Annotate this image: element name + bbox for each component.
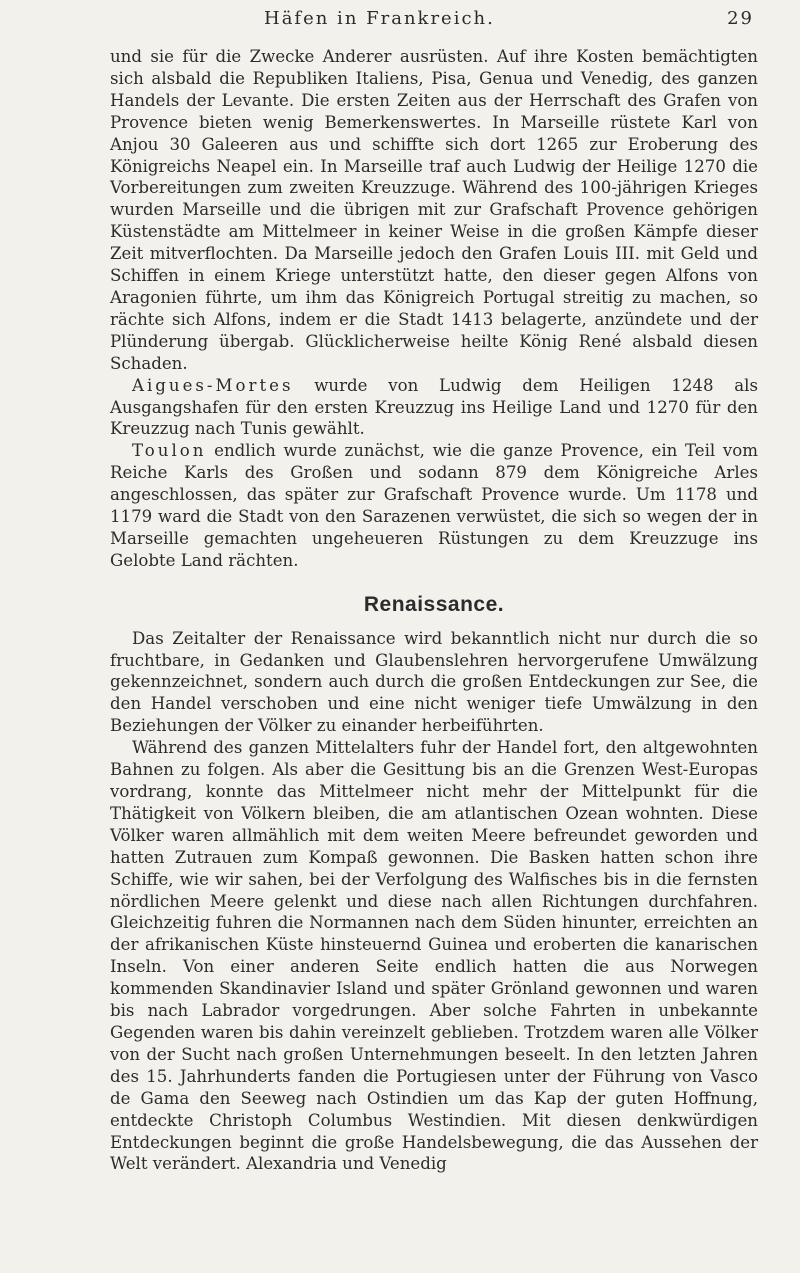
place-name-toulon: Toulon <box>132 441 207 461</box>
paragraph-renaissance-intro: Das Zeitalter der Renaissance wird bekanntlich nicht nur durch die so fruchtbare, in Gedanken und Glaubenslehren hervorgerufene Umwälzung gekennzeichnet, sondern auch durch die großen Entdeckungen zur See, die den Handel verschoben und eine nicht weniger tiefe Umwälzung in den Beziehungen der Völker zu einander herbeiführten. <box>110 628 758 736</box>
running-head <box>106 8 754 29</box>
paragraph-aigues-mortes <box>110 375 758 441</box>
running-title: Häfen in Frankreich. <box>264 8 495 29</box>
paragraph-toulon-text: endlich wurde zunächst, wie die ganze Provence, ein Teil vom Reiche Karls des Großen und sodann 879 dem Königreiche Arles angeschlossen, das später zur Grafschaft Provence wurde. Um 1178 und 1179 ward die Stadt von den Sarazenen verwüstet, die sich so wegen der in Marseille gemachten ungeheueren Rüstungen zu dem Kreuzzuge ins Gelobte Land rächten. <box>110 441 758 570</box>
paragraph-toulon <box>110 440 758 571</box>
section-heading-renaissance: Renaissance. <box>363 592 505 616</box>
page-number: 29 <box>727 8 754 29</box>
paragraph-aigues-mortes-text: wurde von Ludwig dem Heiligen 1248 als Ausgangshafen für den ersten Kreuzzug ins Heilige Land und 1270 für den Kreuzzug nach Tunis gewählt. <box>110 375 758 439</box>
paragraph-marseille: und sie für die Zwecke Anderer ausrüsten. Auf ihre Kosten bemächtigten sich alsbald die Republiken Italiens, Pisa, Genua und Venedig, des ganzen Handels der Levante. Die ersten Zeiten aus der Herrschaft des Grafen von Provence bieten wenig Bemerkenswertes. In Marseille rüstete Karl von Anjou 30 Galeeren aus und schiffte sich dort 1265 zur Eroberung des Königreichs Neapel ein. In Marseille traf auch Ludwig der Heilige 1270 die Vorbereitungen zum zweiten Kreuzzuge. Während des 100-jährigen Krieges wurden Marseille und die übrigen mit zur Grafschaft Provence gehörigen Küstenstädte am Mittelmeer in keiner Weise in die großen Kämpfe dieser Zeit mitverflochten. Da Marseille jedoch den Grafen Louis III. mit Geld und Schiffen in einem Kriege unterstützt hatte, den dieser gegen Alfons von Aragonien führte, um ihm das Königreich Portugal streitig zu machen, so rächte sich Alfons, indem er die Stadt 1413 belagerte, anzündete und der Plünderung übergab. Glücklicherweise heilte König René alsbald diesen Schaden. <box>110 47 758 373</box>
place-name-aigues-mortes: Aigues-Mortes <box>132 375 294 395</box>
body-text <box>110 46 758 1175</box>
paragraph-renaissance-trade: Während des ganzen Mittelalters fuhr der Handel fort, den altgewohnten Bahnen zu folgen. Als aber die Gesittung bis an die Grenzen West-Europas vordrang, konnte das Mittelmeer nicht mehr der Mittelpunkt für die Thätigkeit von Völkern bleiben, die am atlantischen Ozean wohnten. Diese Völker waren allmählich mit dem weiten Meere befreundet geworden und hatten Zutrauen zum Kompaß gewonnen. Die Basken hatten schon ihre Schiffe, wie wir sahen, bei der Verfolgung des Walfisches bis in die fernsten nördlichen Meere gelenkt und diese nach allen Richtungen durchfahren. Gleichzeitig fuhren die Normannen nach dem Süden hinunter, erreichten an der afrikanischen Küste hinsteuernd Guinea und eroberten die kanarischen Inseln. Von einer anderen Seite endlich hatten die aus Norwegen kommenden Skandinavier Island und später Grönland gewonnen und waren bis nach Labrador vorgedrungen. Aber solche Fahrten in unbekannte Gegenden waren bis dahin vereinzelt geblieben. Trotzdem waren alle Völker von der Sucht nach großen Unternehmungen beseelt. In den letzten Jahren des 15. Jahrhunderts fanden die Portugiesen unter der Führung von Vasco de Gama den Seeweg nach Ostindien um das Kap der guten Hoffnung, entdeckte Christoph Columbus Westindien. Mit diesen denkwürdigen Entdeckungen beginnt die große Handelsbewegung, die das Aussehen der Welt verändert. Alexandria und Venedig <box>110 738 758 1174</box>
